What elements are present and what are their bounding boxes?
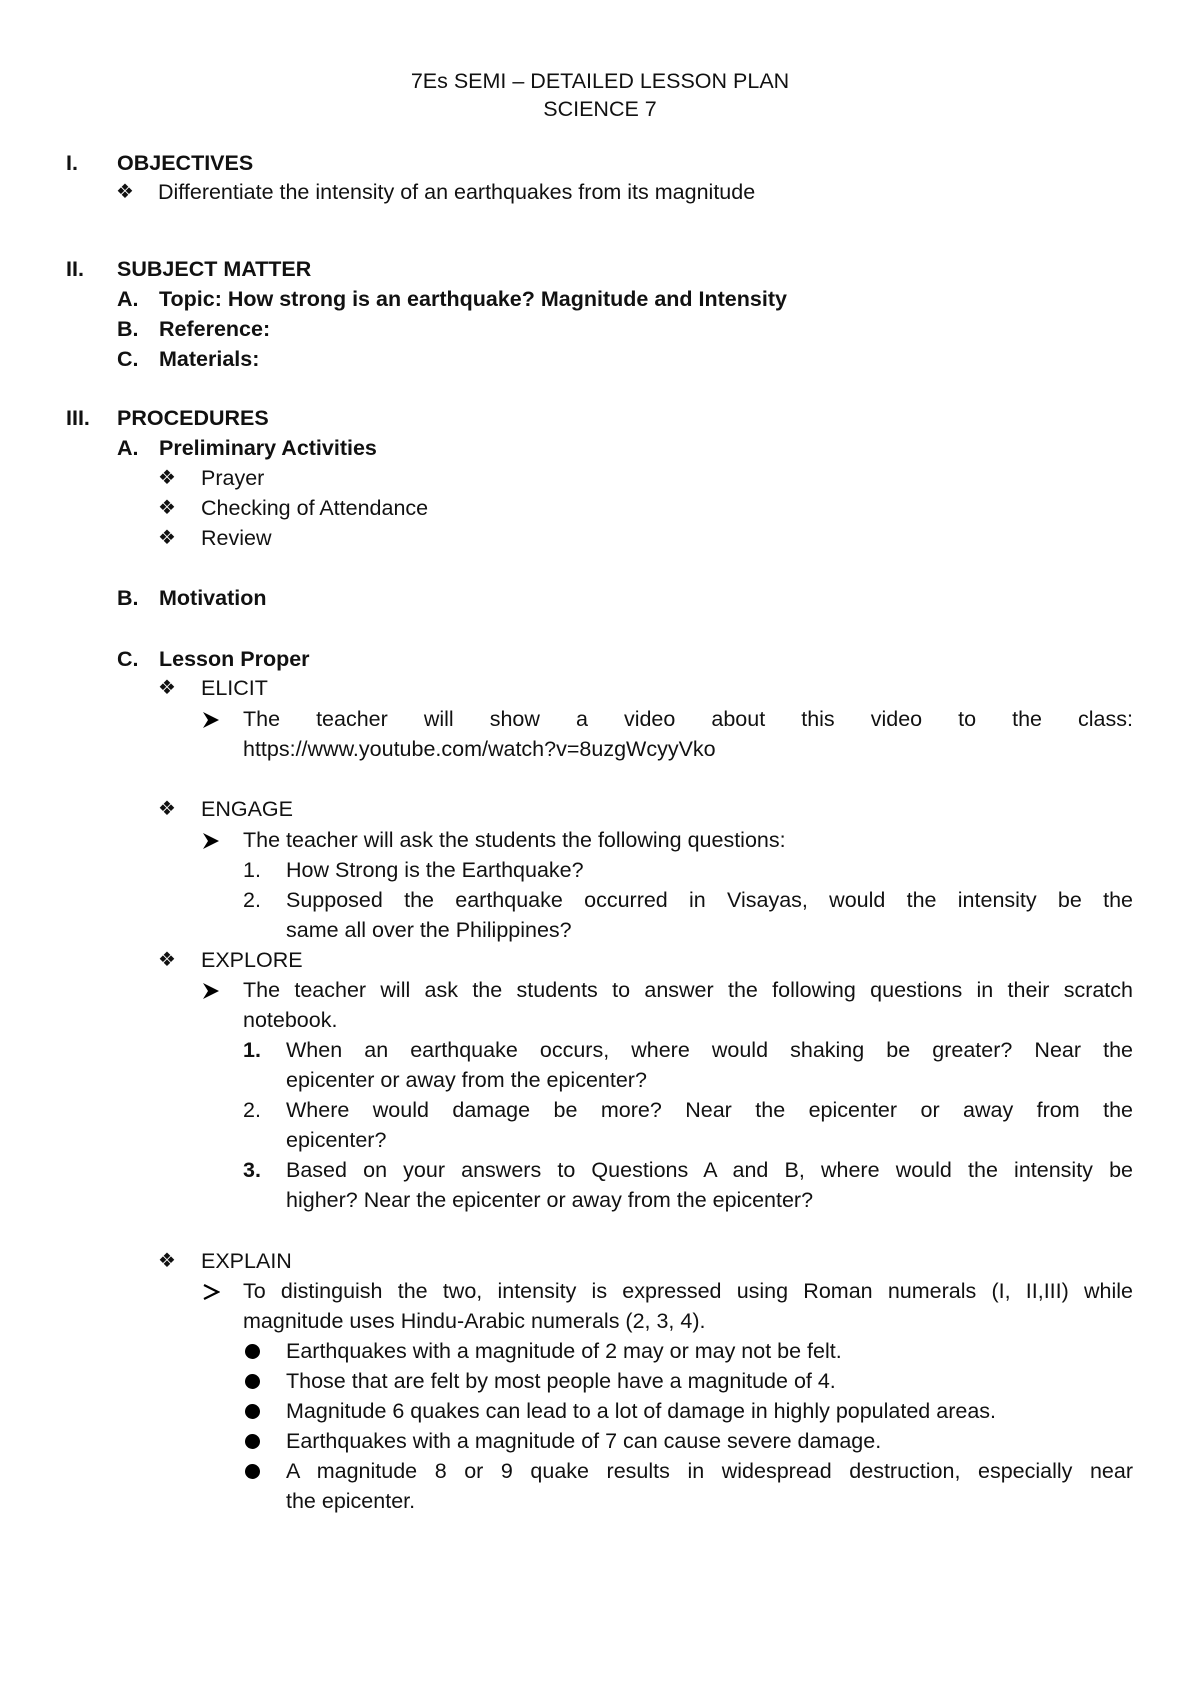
- bullet-dot-icon: [245, 1464, 260, 1479]
- engage-question: How Strong is the Earthquake?: [286, 858, 584, 882]
- explain-bullet: Magnitude 6 quakes can lead to a lot of damage in highly populated areas.: [286, 1399, 996, 1423]
- explain-bullet: A magnitude 8 or 9 quake results in widespread destruction, especially near: [286, 1459, 1133, 1483]
- explain-bullet: Earthquakes with a magnitude of 2 may or may not be felt.: [286, 1339, 842, 1363]
- procedures-heading: PROCEDURES: [117, 406, 269, 430]
- arrow-outline-bullet-icon: [202, 1283, 220, 1301]
- arrow-bullet-icon: [202, 832, 220, 850]
- lesson-proper-heading: Lesson Proper: [159, 647, 310, 671]
- item-letter: C.: [117, 647, 139, 671]
- explain-bullet: Earthquakes with a magnitude of 7 can cause severe damage.: [286, 1429, 882, 1453]
- preliminary-item: Review: [201, 526, 272, 550]
- elicit-heading: ELICIT: [201, 676, 268, 700]
- explore-question-cont: higher? Near the epicenter or away from the epicenter?: [286, 1188, 814, 1212]
- preliminary-item: Prayer: [201, 466, 265, 490]
- bullet-dot-icon: [245, 1404, 260, 1419]
- explore-heading: EXPLORE: [201, 948, 303, 972]
- diamond-bullet-icon: ❖: [158, 949, 176, 971]
- item-letter: A.: [117, 436, 139, 460]
- section-numeral: II.: [66, 257, 84, 281]
- section-numeral: III.: [66, 406, 90, 430]
- explore-intro: The teacher will ask the students to answer the following questions in their scratch: [243, 978, 1133, 1002]
- explore-question-cont: epicenter or away from the epicenter?: [286, 1068, 647, 1092]
- engage-heading: ENGAGE: [201, 797, 293, 821]
- explore-question: Based on your answers to Questions A and B, where would the intensity be: [286, 1158, 1133, 1182]
- question-number: 3.: [243, 1158, 261, 1182]
- reference-line: Reference:: [159, 317, 271, 341]
- diamond-bullet-icon: ❖: [116, 181, 134, 203]
- topic-line: Topic: How strong is an earthquake? Magnitude and Intensity: [159, 287, 787, 311]
- objectives-heading: OBJECTIVES: [117, 151, 254, 175]
- bullet-dot-icon: [245, 1434, 260, 1449]
- diamond-bullet-icon: ❖: [158, 497, 176, 519]
- question-number: 2.: [243, 888, 261, 912]
- item-letter: A.: [117, 287, 139, 311]
- explore-intro-cont: notebook.: [243, 1008, 338, 1032]
- explain-bullet-cont: the epicenter.: [286, 1489, 416, 1513]
- diamond-bullet-icon: ❖: [158, 798, 176, 820]
- diamond-bullet-icon: ❖: [158, 1250, 176, 1272]
- question-number: 2.: [243, 1098, 261, 1122]
- bullet-dot-icon: [245, 1374, 260, 1389]
- materials-line: Materials:: [159, 347, 260, 371]
- motivation-heading: Motivation: [159, 586, 267, 610]
- engage-question: Supposed the earthquake occurred in Visayas, would the intensity be the: [286, 888, 1133, 912]
- question-number: 1.: [243, 1038, 261, 1062]
- explain-intro: To distinguish the two, intensity is expressed using Roman numerals (I, II,III) while: [243, 1279, 1133, 1303]
- elicit-video-link[interactable]: https://www.youtube.com/watch?v=8uzgWcyyVko: [243, 737, 716, 761]
- elicit-line: The teacher will show a video about this video to the class:: [243, 707, 1133, 731]
- bullet-dot-icon: [245, 1344, 260, 1359]
- document-title: 7Es SEMI – DETAILED LESSON PLAN: [410, 69, 790, 93]
- arrow-bullet-icon: [202, 982, 220, 1000]
- subject-matter-heading: SUBJECT MATTER: [117, 257, 312, 281]
- document-subtitle: SCIENCE 7: [543, 97, 657, 121]
- item-letter: B.: [117, 317, 139, 341]
- engage-question-cont: same all over the Philippines?: [286, 918, 572, 942]
- explore-question: When an earthquake occurs, where would shaking be greater? Near the: [286, 1038, 1133, 1062]
- preliminary-activities-heading: Preliminary Activities: [159, 436, 377, 460]
- diamond-bullet-icon: ❖: [158, 527, 176, 549]
- preliminary-item: Checking of Attendance: [201, 496, 429, 520]
- item-letter: B.: [117, 586, 139, 610]
- section-numeral: I.: [66, 151, 78, 175]
- explain-intro-cont: magnitude uses Hindu-Arabic numerals (2, 3, 4).: [243, 1309, 706, 1333]
- question-number: 1.: [243, 858, 261, 882]
- engage-intro: The teacher will ask the students the following questions:: [243, 828, 786, 852]
- diamond-bullet-icon: ❖: [158, 677, 176, 699]
- explore-question-cont: epicenter?: [286, 1128, 387, 1152]
- arrow-bullet-icon: [202, 711, 220, 729]
- explore-question: Where would damage be more? Near the epicenter or away from the: [286, 1098, 1133, 1122]
- explain-heading: EXPLAIN: [201, 1249, 292, 1273]
- explain-bullet: Those that are felt by most people have a magnitude of 4.: [286, 1369, 836, 1393]
- objective-item: Differentiate the intensity of an earthquakes from its magnitude: [158, 180, 756, 204]
- diamond-bullet-icon: ❖: [158, 467, 176, 489]
- item-letter: C.: [117, 347, 139, 371]
